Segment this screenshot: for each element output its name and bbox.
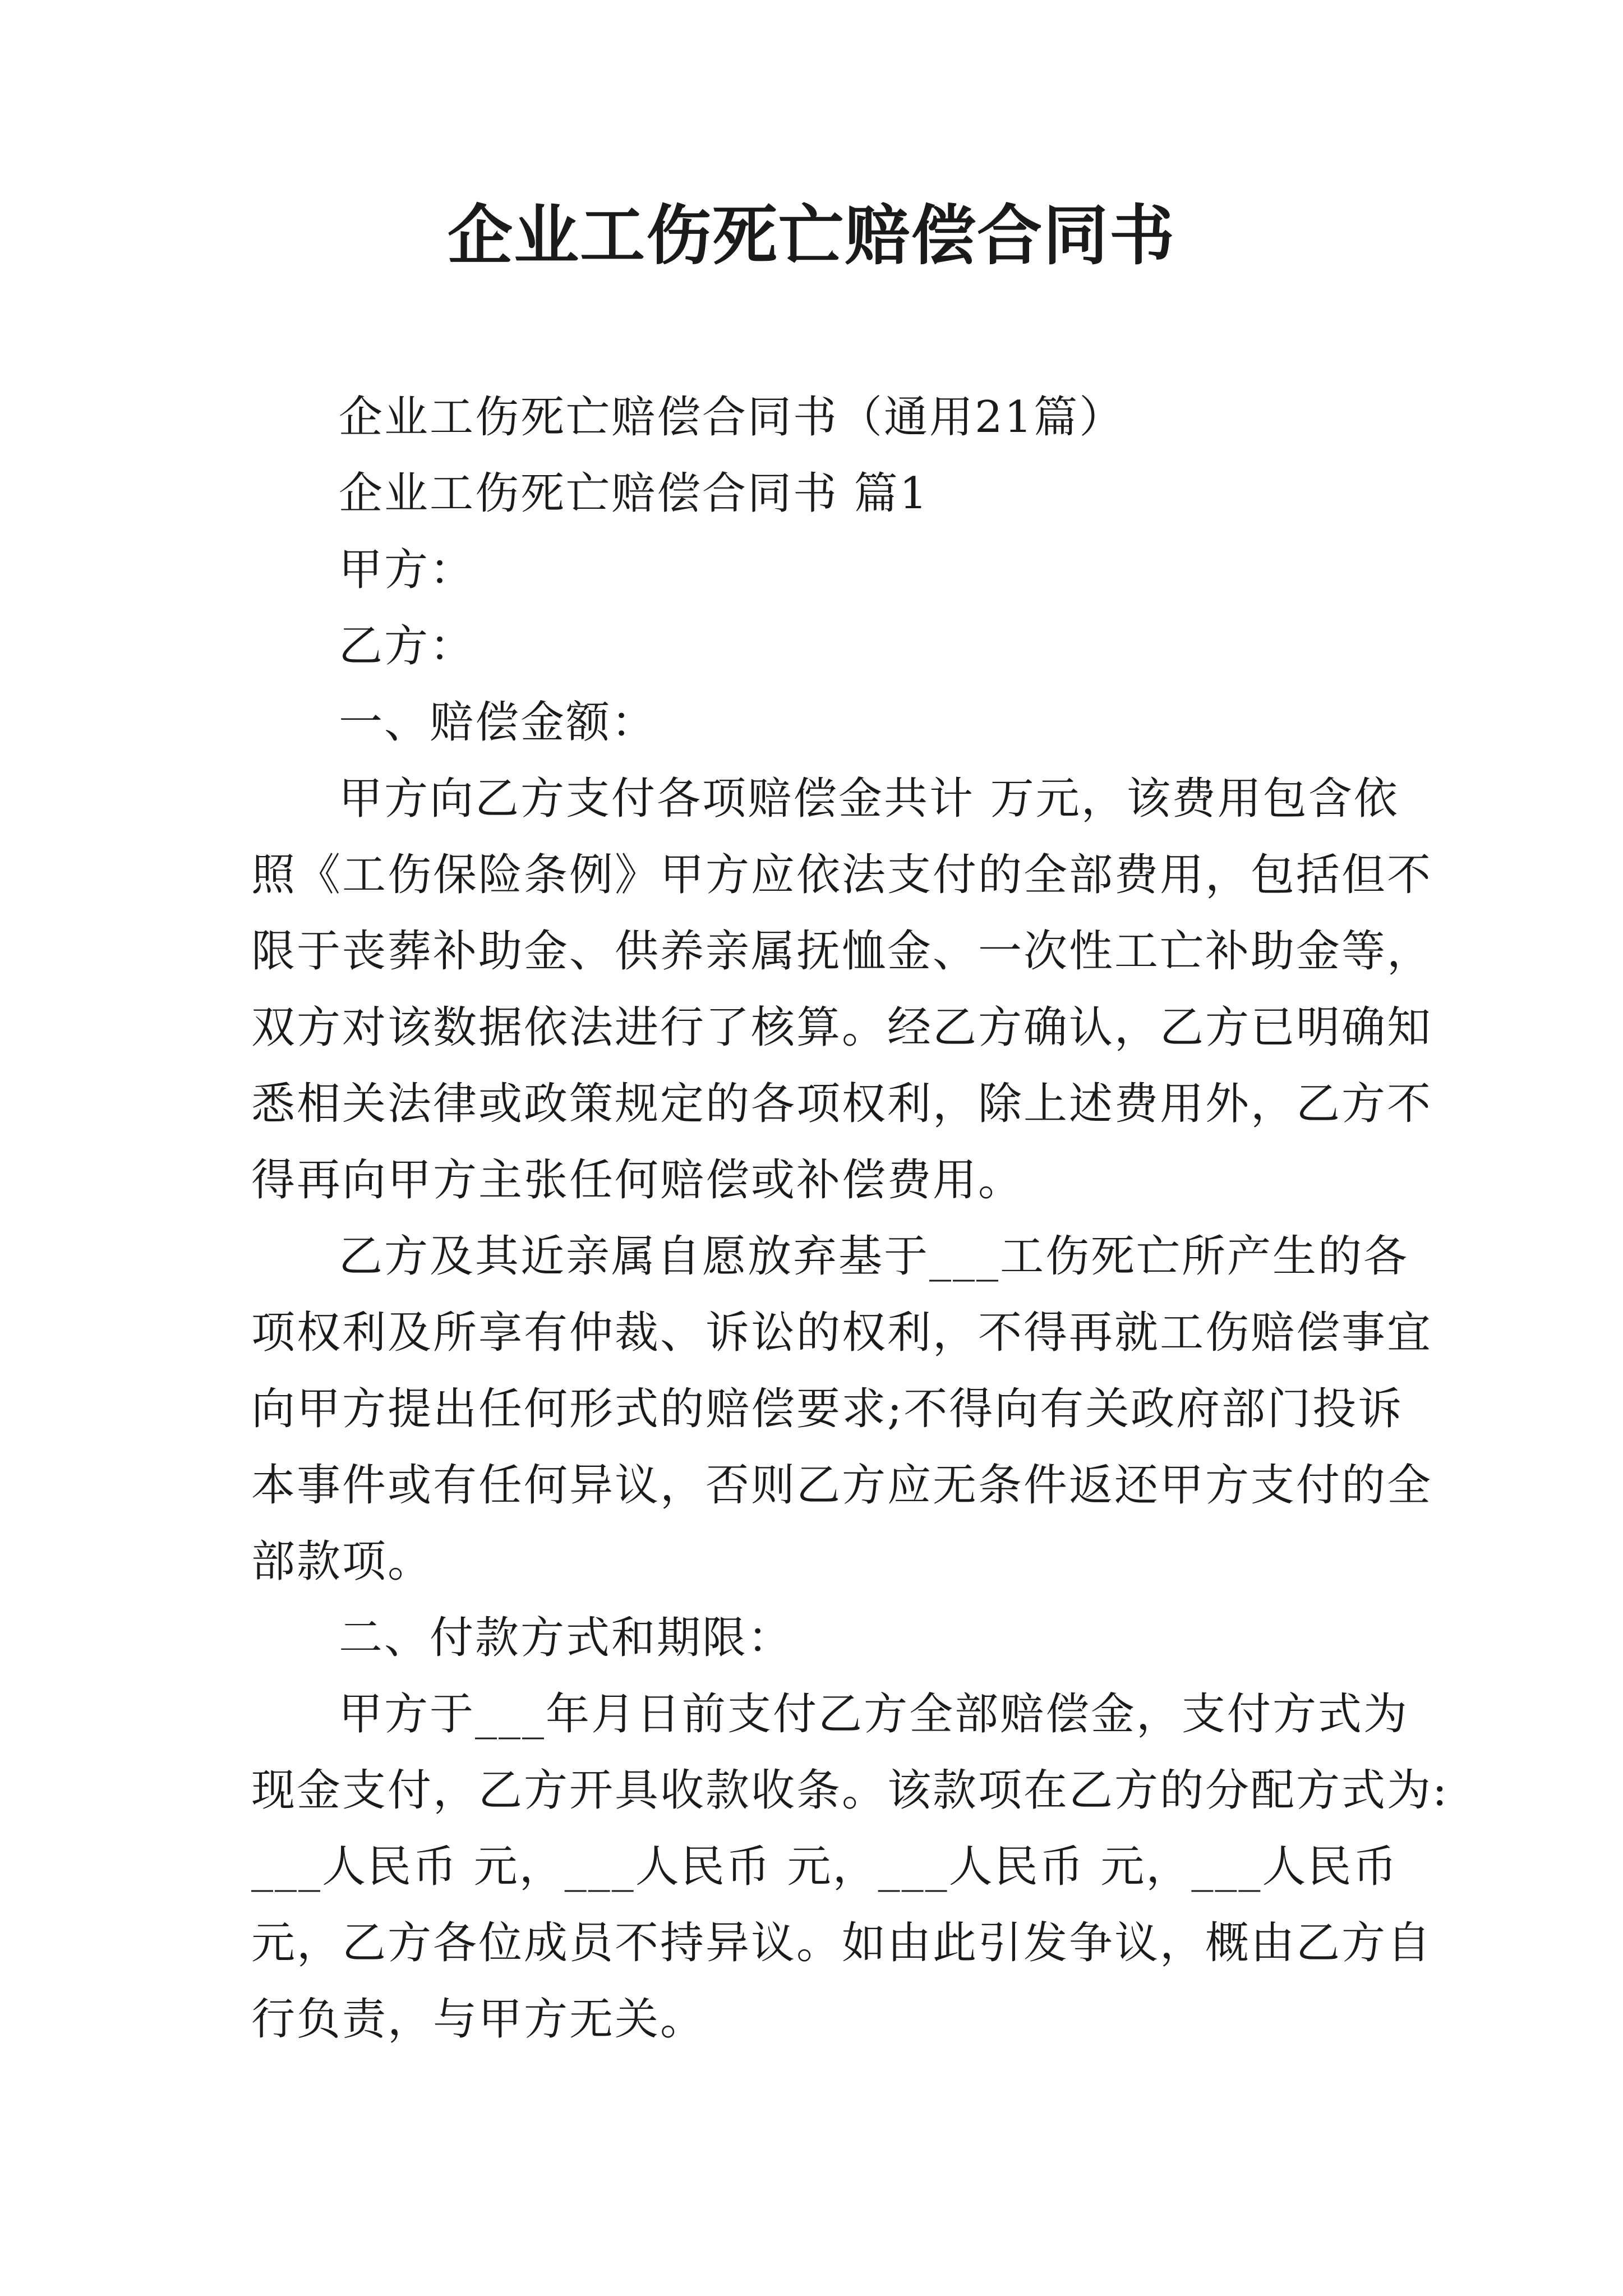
paragraph-line: 悉相关法律或政策规定的各项权利，除上述费用外，乙方不 xyxy=(251,1079,1433,1129)
paragraph-line: 项权利及所享有仲裁、诉讼的权利，不得再就工伤赔偿事宜 xyxy=(251,1308,1433,1358)
paragraph-line: 甲方于___年月日前支付乙方全部赔偿金，支付方式为 xyxy=(339,1689,1409,1740)
paragraph-line: 现金支付，乙方开具收款收条。该款项在乙方的分配方式为: xyxy=(251,1765,1449,1816)
paragraph-line: 行负责，与甲方无关。 xyxy=(251,1994,706,2045)
party-a-line: 甲方： xyxy=(339,545,476,595)
clause-heading-compensation: 一、赔偿金额： xyxy=(339,697,657,748)
clause-heading-payment: 二、付款方式和期限： xyxy=(339,1613,794,1663)
paragraph-line: 乙方及其近亲属自愿放弃基于___工伤死亡所产生的各 xyxy=(339,1231,1409,1282)
paragraph-line: 限于丧葬补助金、供养亲属抚恤金、一次性工亡补助金等， xyxy=(251,926,1433,977)
paragraph-line: ___人民币 元，___人民币 元，___人民币 元，___人民币 xyxy=(251,1842,1399,1892)
subtitle-line: 企业工伤死亡赔偿合同书（通用21篇） xyxy=(339,392,1125,443)
section-heading-line: 企业工伤死亡赔偿合同书 篇1 xyxy=(339,468,929,519)
paragraph-line: 元，乙方各位成员不持异议。如由此引发争议，概由乙方自 xyxy=(251,1918,1433,1968)
paragraph-line: 部款项。 xyxy=(251,1536,434,1587)
document-title: 企业工伤死亡赔偿合同书 xyxy=(448,197,1175,274)
paragraph-line: 照《工伤保险条例》甲方应依法支付的全部费用，包括但不 xyxy=(251,850,1433,900)
paragraph-line: 得再向甲方主张任何赔偿或补偿费用。 xyxy=(251,1155,1024,1205)
paragraph-line: 本事件或有任何异议，否则乙方应无条件返还甲方支付的全 xyxy=(251,1460,1433,1511)
paragraph-line: 向甲方提出任何形式的赔偿要求;不得向有关政府部门投诉 xyxy=(251,1384,1404,1434)
document-body xyxy=(251,379,1449,2058)
party-b-line: 乙方： xyxy=(339,621,476,671)
paragraph-line: 双方对该数据依法进行了核算。经乙方确认，乙方已明确知 xyxy=(251,1002,1433,1053)
paragraph-line: 甲方向乙方支付各项赔偿金共计 万元，该费用包含依 xyxy=(339,774,1399,824)
